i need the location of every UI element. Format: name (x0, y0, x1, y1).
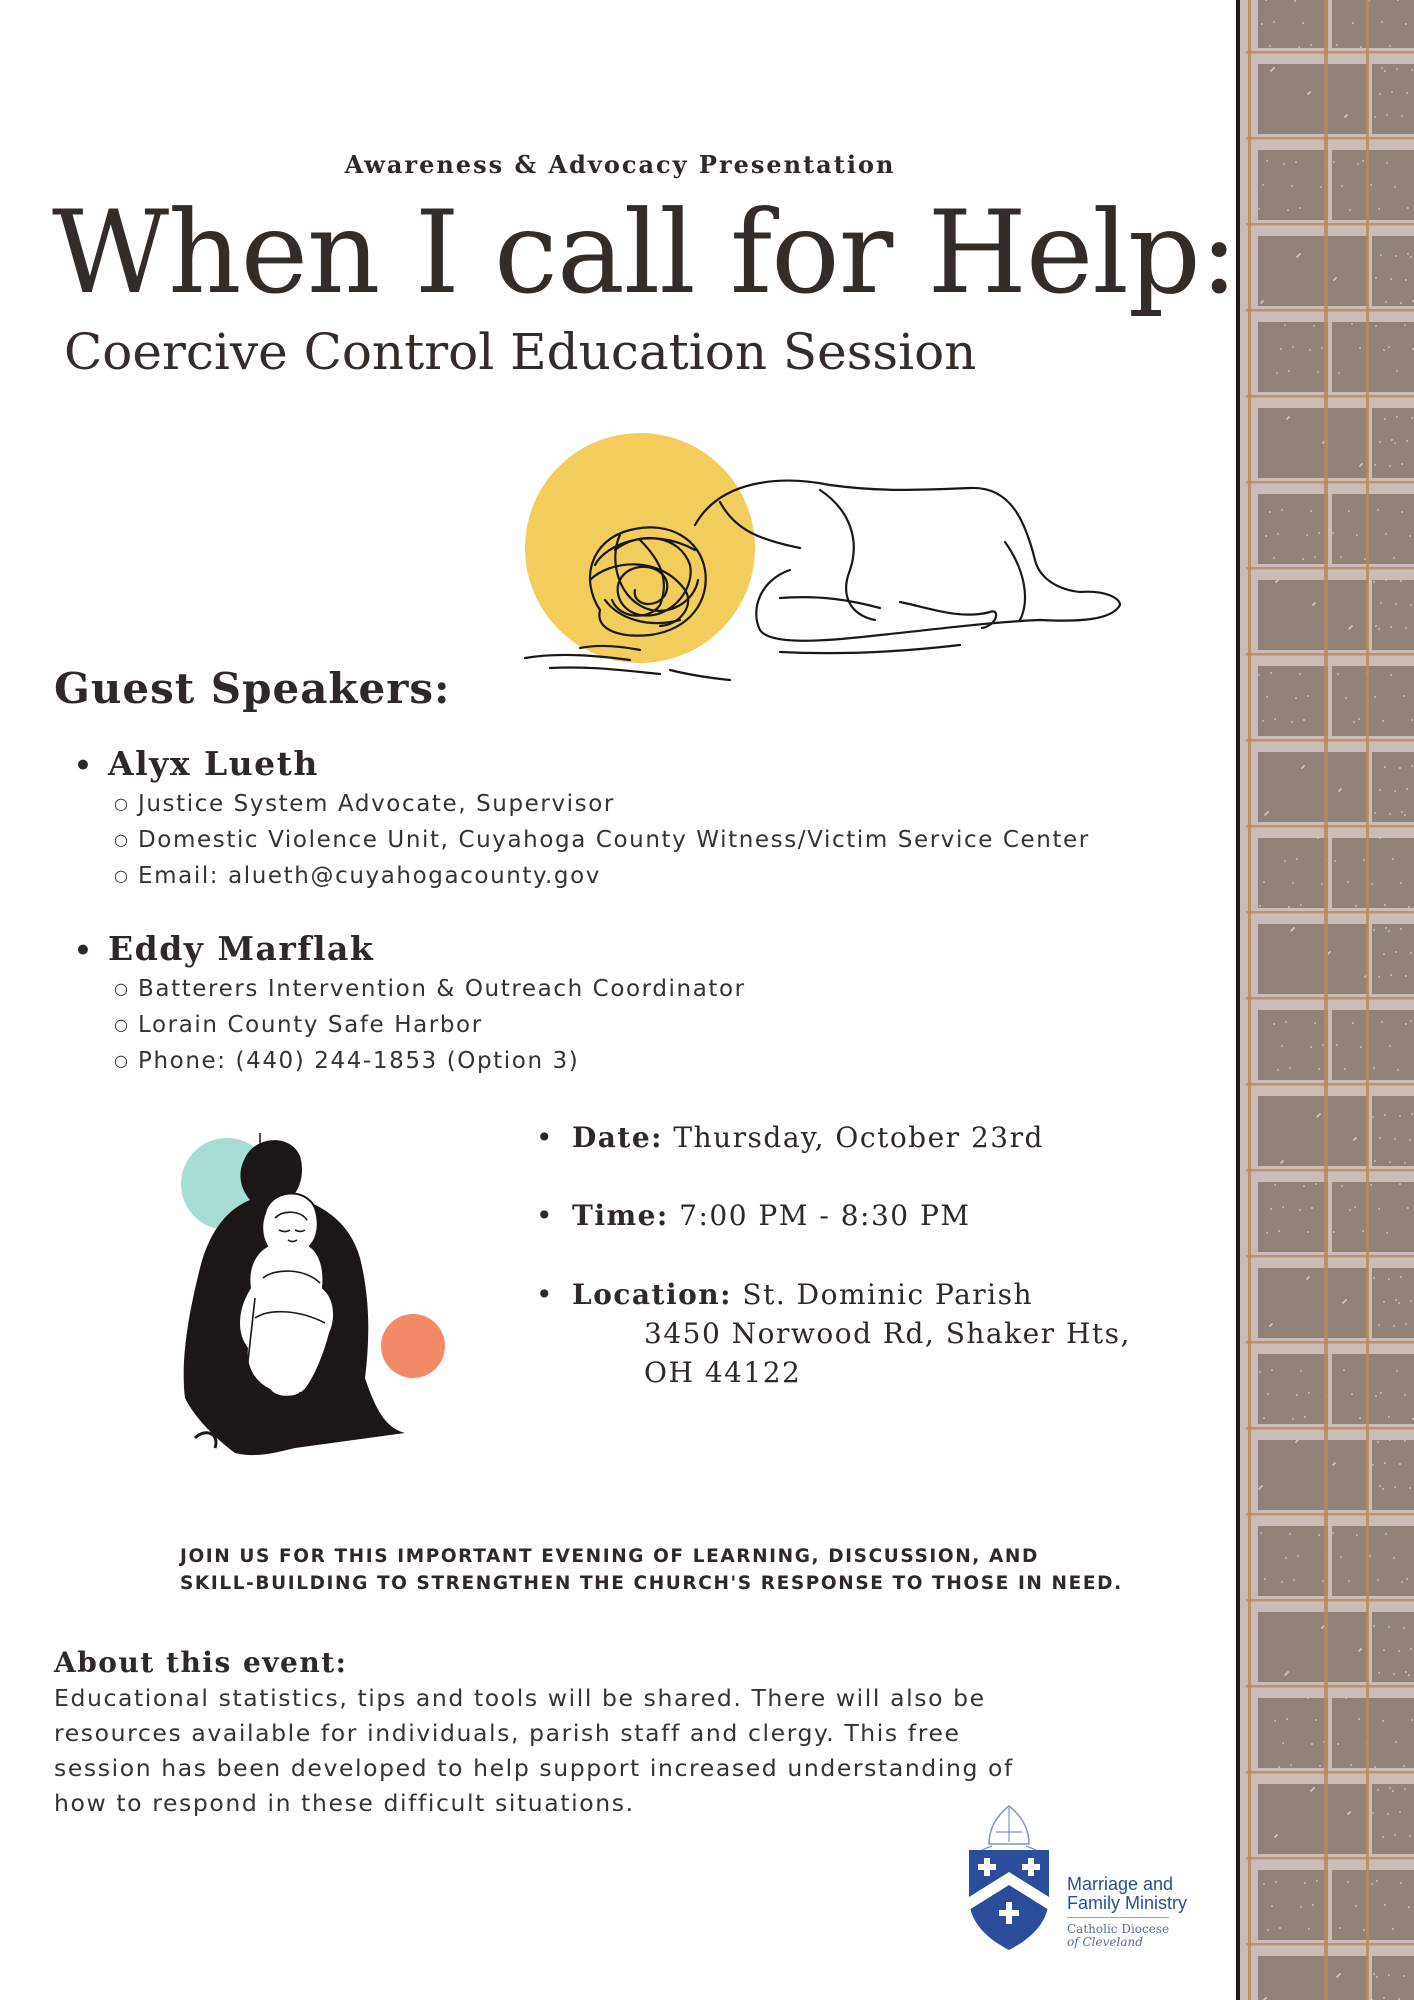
logo-subtext: of Cleveland (1067, 1935, 1143, 1949)
speaker-detail: ○ Lorain County Safe Harbor (74, 1007, 746, 1043)
circle-bullet-icon: ○ (114, 866, 130, 885)
bullet-icon: • (536, 1121, 555, 1154)
child-shadow-illustration (175, 1128, 455, 1458)
event-location: • Location: St. Dominic Parish (536, 1275, 1033, 1315)
eyebrow-text: Awareness & Advocacy Presentation (344, 150, 896, 179)
circle-bullet-icon: ○ (114, 794, 130, 813)
bullet-icon: • (536, 1199, 555, 1232)
join-us-text: JOIN US FOR THIS IMPORTANT EVENING OF LEARNING, DISCUSSION, AND SKILL-BUILDING TO STRENGTHEN THE CHURCH'S RESPONSE TO THOSE IN NEED. (180, 1546, 1123, 1594)
speaker-detail: ○ Domestic Violence Unit, Cuyahoga County Witness/Victim Service Center (74, 822, 1090, 858)
about-heading: About this event: (54, 1646, 348, 1679)
about-text-line: Educational statistics, tips and tools will be shared. There will also be (54, 1684, 986, 1712)
subtitle: Coercive Control Education Session (64, 323, 977, 381)
location-address-line: 3450 Norwood Rd, Shaker Hts, (644, 1317, 1131, 1350)
brick-wall-border (1236, 0, 1414, 2000)
lying-woman-illustration (520, 430, 1170, 700)
main-title: When I call for Help: (52, 186, 1238, 319)
speaker-detail: ○ Justice System Advocate, Supervisor (74, 786, 1090, 822)
logo-divider (1067, 1917, 1169, 1918)
circle-bullet-icon: ○ (114, 1015, 130, 1034)
circle-bullet-icon: ○ (114, 1051, 130, 1070)
about-text-line: how to respond in these difficult situations. (54, 1789, 635, 1817)
bullet-icon: • (74, 934, 94, 967)
about-text-line: session has been developed to help support increased understanding of (54, 1754, 1014, 1782)
about-text-line: resources available for individuals, parish staff and clergy. This free (54, 1719, 961, 1747)
location-address-line: OH 44122 (644, 1356, 802, 1389)
logo-text: Marriage and (1067, 1874, 1174, 1894)
bullet-icon: • (536, 1278, 555, 1311)
speaker-eddy-marflak (74, 929, 746, 1079)
speaker-phone: ○ Phone: (440) 244-1853 (Option 3) (74, 1043, 746, 1079)
guest-speakers-heading: Guest Speakers: (54, 664, 451, 713)
speaker-name: Alyx Lueth (108, 744, 319, 783)
diocese-crest-logo (954, 1802, 1064, 1952)
speaker-detail: ○ Batterers Intervention & Outreach Coordinator (74, 971, 746, 1007)
logo-text: Family Ministry (1067, 1893, 1187, 1913)
speaker-email: ○ Email: alueth@cuyahogacounty.gov (74, 858, 1090, 894)
circle-bullet-icon: ○ (114, 979, 130, 998)
event-time: • Time: 7:00 PM - 8:30 PM (536, 1196, 971, 1236)
speaker-name: Eddy Marflak (108, 929, 375, 968)
circle-bullet-icon: ○ (114, 830, 130, 849)
event-date: • Date: Thursday, October 23rd (536, 1118, 1044, 1158)
bullet-icon: • (74, 749, 94, 782)
speaker-alyx-lueth (74, 744, 1090, 894)
logo-subtext: Catholic Diocese (1067, 1922, 1170, 1936)
